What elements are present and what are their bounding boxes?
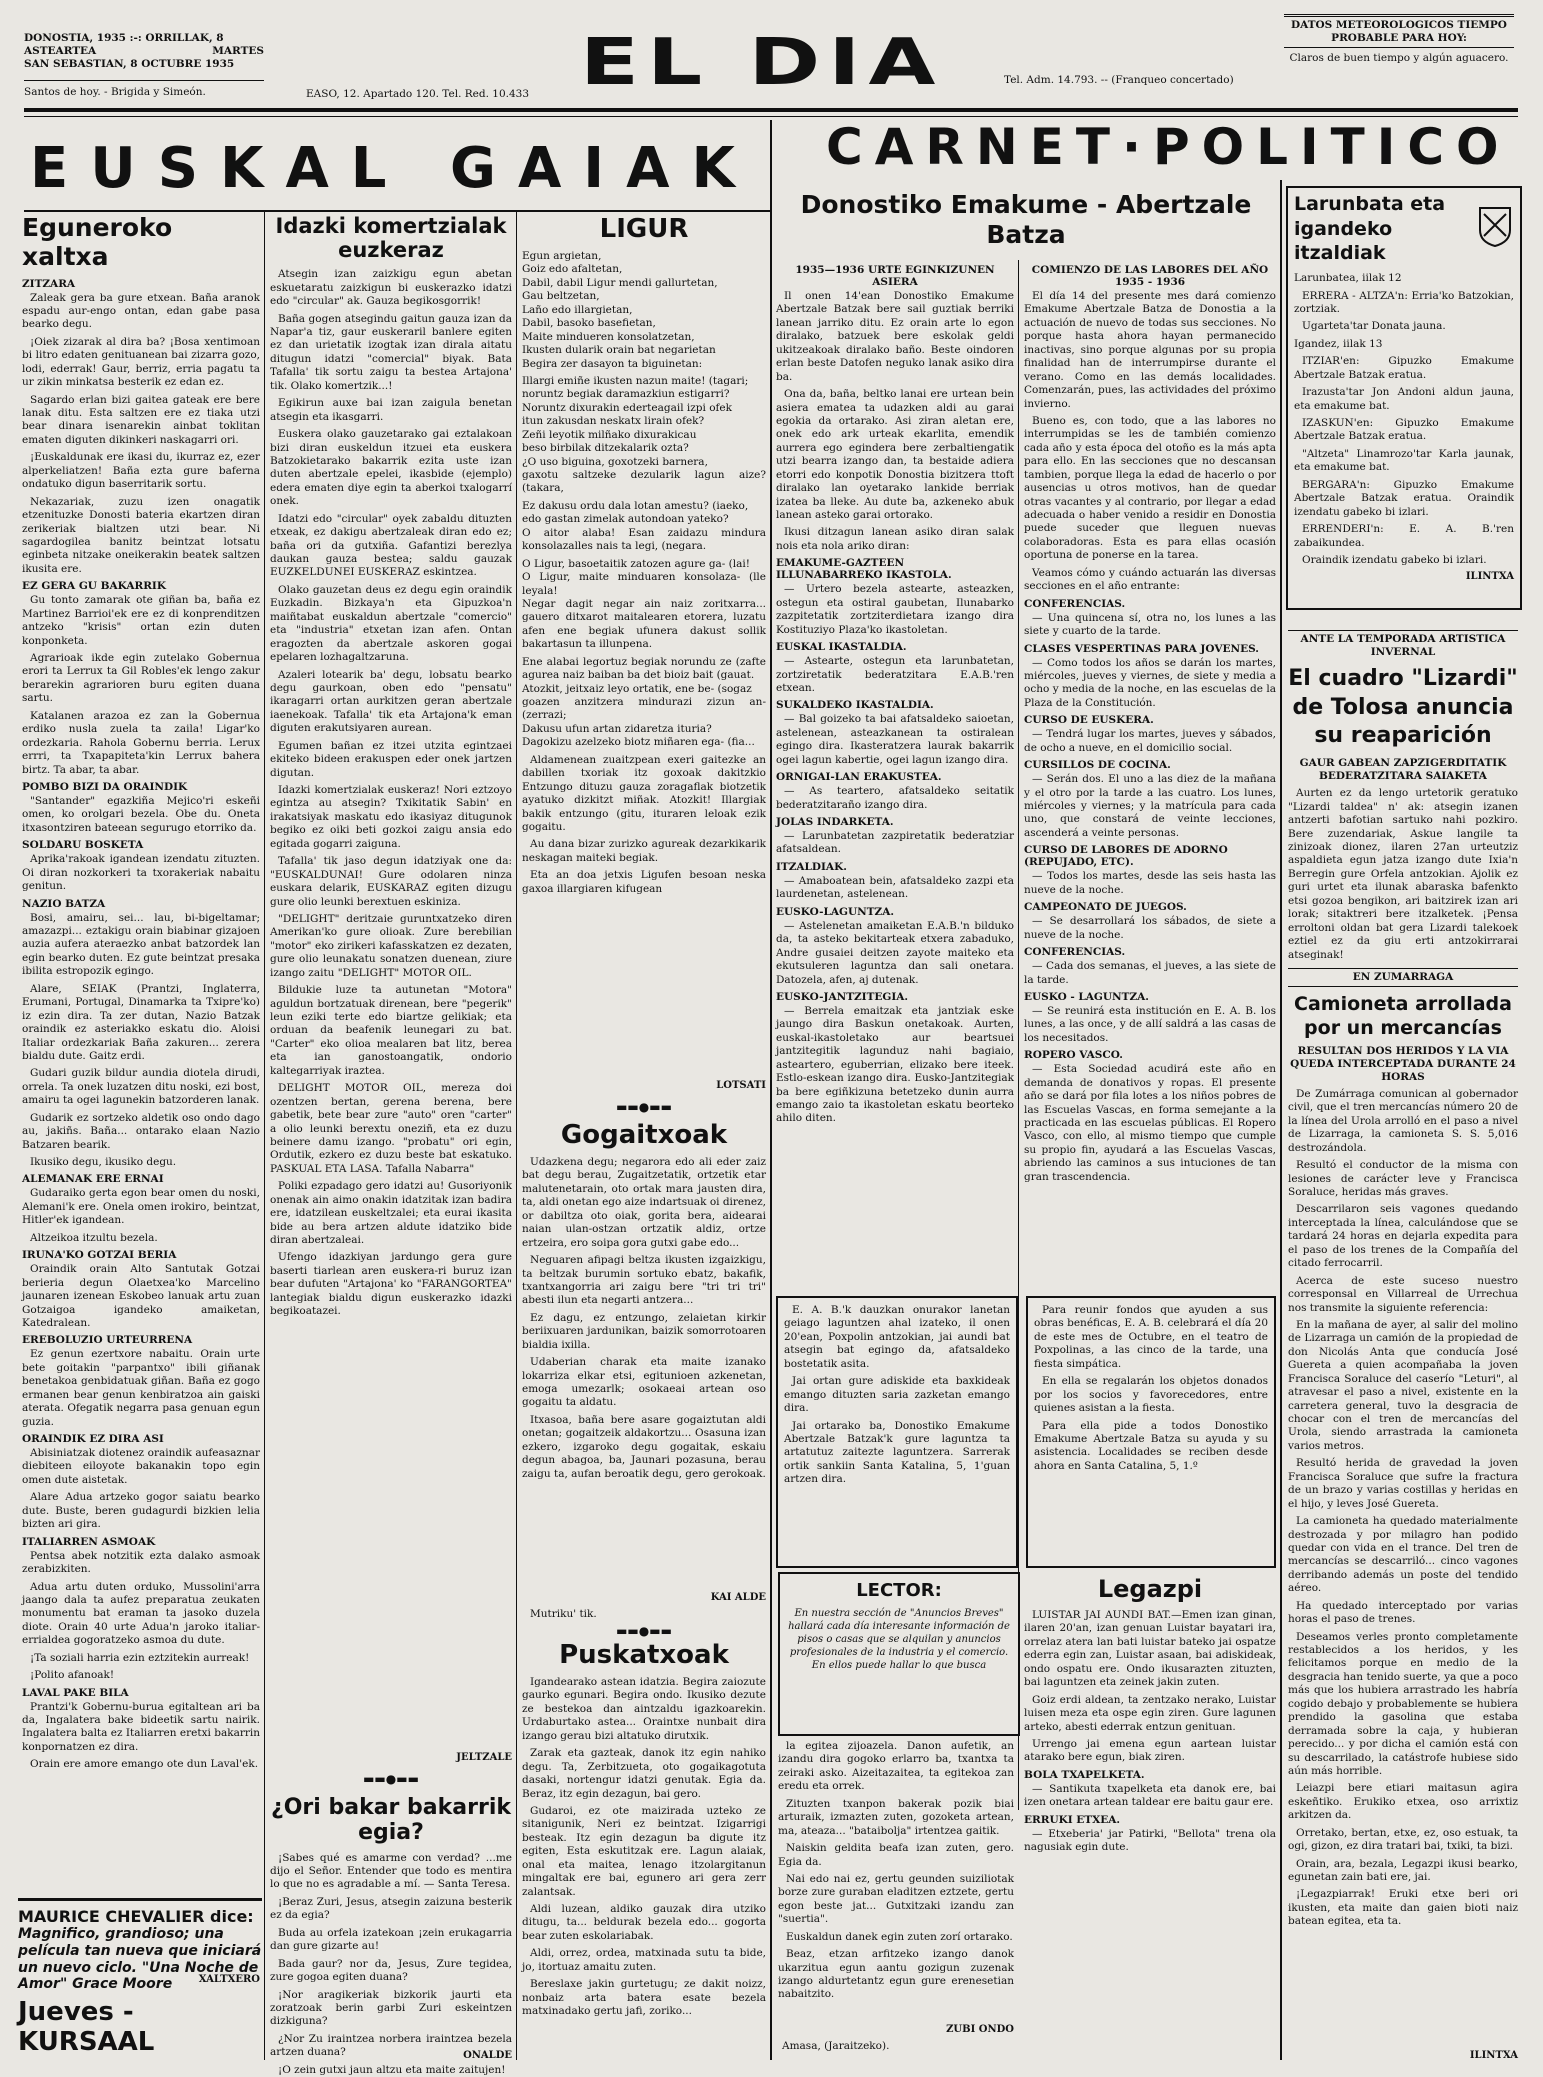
paragraph: De Zumárraga comunican al gobernador civil, que el tren mercancías número 20 de la línea del Urola arrolló en el paso a nivel de Lizarraga, la camioneta S. S. 5,016 destrozándola.: [1288, 1087, 1518, 1154]
paragraph: Poliki ezpadago gero idatzi au! Gusoriyonik onenak ain aimo onakin idatzitak izan badira ere, idatzilean euskeltzalei; eta eurai ikasita bide au bera artzen aldute idatziko bide diran abertzaleai.: [270, 1180, 512, 1247]
section-heading: POMBO BIZI DA ORAINDIK: [22, 780, 188, 793]
paragraph: Para ella pide a todos Donostiko Emakume Abertzale Batza su ayuda y su asistencia. Localidades se reciben desde ahora en Santa Catalina, 5, 1.º: [1034, 1419, 1268, 1472]
paragraph: — Astelenetan amaiketan E.A.B.'n bilduko da, ta asteko bekitarteak etxera zabaduko, Andre gusaiei deitzen zayote maiteko eta ekutsuleren laguntza dan sali onetara. Datozela, afen, aj dutenak.: [776, 919, 1014, 986]
paragraph: IZASKUN'en: Gipuzko Emakume Abertzale Batzak eratua.: [1294, 417, 1514, 443]
fiesta-box-basque: [776, 1296, 1018, 1568]
paragraph: ¡Euskaldunak ere ikasi du, ikurraz ez, ezer alperkeliatzen! Baña ezta gure baferna ondatuko digun baserritarik sortu.: [22, 451, 260, 491]
paragraph: Aurten ez da lengo urtetorik geratuko "Lizardi taldea" n' ak: atsegin izanen antzerti bafotian sartuko nahi pozkiro. Bere zuzendariak, Askue langile ta zinizoak dionez, ilaren 27an urteutziz aspaldieta egun jatza izango dute Ixia'n Berregin gure Orfela antzokian. Ajolik ez guri urtet eta ilunak abaraska bafenkto etsi gozoa bengikon, ari baitzirek izan ari lorak; sitaktreri bere itzalketek. ¡Pensa erroltoni oldan bat gera Lizardi talekoek eztiel ez da giu erti antzokirrarai atseginak!: [1288, 787, 1518, 961]
paragraph: — Como todos los años se darán los martes, miércoles, jueves y viernes, de siete y media a ocho y media de la noche, en las escuelas de la Plaza de la Constitución.: [1024, 656, 1276, 709]
kursaal-advert[interactable]: [18, 1898, 262, 2063]
paragraph: Abisiniatzak diotenez oraindik aufeasaznar diebiteen eiloyote bakanakin topo egin omen dute aistetak.: [22, 1447, 260, 1486]
paragraph: Egumen bañan ez itzei utzita egintzaei ekiteko bideen erakuspen eder onek jartzen digutan.: [270, 739, 512, 779]
section-heading: CAMPEONATO DE JUEGOS.: [1024, 901, 1187, 914]
paragraph: Orretako, bertan, etxe, ez, oso estuak, ta ogi, gizon, ez dira tratari bai, txiki, ta bizi.: [1288, 1826, 1518, 1853]
paragraph: Deseamos verles pronto completamente restablecidos a los heridos, y les felicitamos porque en medio de la desgracia han tenido suerte, ya que a poco más que los hubiera arrastrado les habría cogido debajo y probablemente se hubiera prendido la gasolina que estaba derramada sobre la caja, y hubieran perecido... y por dicha el camión está con su descarrilado, la catástrofe hubiese sido aún más horrible.: [1288, 1630, 1518, 1777]
paragraph: Gudaraiko gerta egon bear omen du noski, Alemani'k ere. Onela omen irokiro, beintzat, Hitler'ek igandean.: [22, 1187, 260, 1227]
paragraph: Jai ortarako ba, Donostiko Emakume Abertzale Batzak'k gure laguntza ta artatutuz zaitezte laguntzera. Sarrerak ortik sankiin Santa Katalina, 5, 1'guan artzen dira.: [784, 1419, 1010, 1486]
paragraph: Ufengo idazkiyan jardungo gera gure baserti tiarlean aren euskera-ri buruz izan bear dufuten "Artajona' ko "FARANGORTEA" lantegiak bialdu digun euskerazko idazki begikoatazei.: [270, 1251, 512, 1318]
ornament-divider: ▬▬●▬▬: [616, 1624, 672, 1638]
xaltxa-signature: XALTXERO: [198, 1974, 260, 1985]
puskatxoak-title: Puskatxoak: [559, 1640, 729, 1670]
paragraph: Beaz, etzan arfitzeko izango danok ukarzitua egun aantu gozigun zuzenak izango aldurtetantz egun gure erenesetian nabaitzito.: [778, 1948, 1014, 2001]
section-heading: EZ GERA GU BAKARRIK: [22, 580, 166, 593]
column-jai-report: [778, 1740, 1014, 2040]
column-gogaitxoak: [522, 1120, 766, 1590]
paragraph: — Se reunirá esta institución en E. A. B. los lunes, a las once, y de allí saldrá a las casas de los necesitados.: [1024, 1004, 1276, 1044]
paragraph: "DELIGHT" deritzaie guruntxatzeko diren Amerikan'ko gure olioak. Zure berebilian "motor" eko zirikeri kafasskatzen ez dezaten, gure olio leunakatu sonatzen duenean, ziure izango zaitu "DELIGHT" MOTOR OIL.: [270, 912, 512, 979]
paragraph: Itxasoa, baña bere asare gogaiztutan aldi onetan; gogaitzeik aldakortzu... Osasuna izan ezkero, izgaroko degu gogaitak, eskaiu degun abagoa, ba, Jaunari pozasuna, berau zaigu ta, aufan beroatik degu, gero gerokoak.: [522, 1413, 766, 1480]
masthead-day-eus: ASTEARTEA: [24, 45, 97, 58]
paragraph: — Tendrá lugar los martes, jueves y sábados, de ocho a nueve, en el domicilio social.: [1024, 728, 1276, 754]
paragraph: Zarak eta gazteak, danok itz egin nahiko degu. Ta, Zerbitzueta, oto gogaikagotuta dasaki, nortengur idatzi genutak. Egia da. Beraz, itz egin dezagun, bai gero.: [522, 1747, 766, 1800]
paragraph: Tafalla' tik jaso degun idatziyak one da: "EUSKALDUNAI! Gure odolaren ninza euskara delarik, EUSKARAZ egiten dizugu gure olio leunki berextuen eskiniza.: [270, 855, 512, 908]
paragraph: "Santander" egazkiña Mejico'ri eskeñi omen, ko orolgari bezela. Obe du. Oneta itxasontziren bateean segurugo etorriko da.: [22, 794, 260, 834]
paragraph: Neguaren afipagi beltza ikusten izgaizkigu, ta beltzak burumin sortuko ebatz, bakafik, txantxangorria ari zaigu bere "tri tri tri" abesti ilun eta negarti antzera...: [522, 1254, 766, 1307]
ori-bakar-title: ¿Ori bakar bakarrik egia?: [270, 1795, 512, 1846]
paragraph: Altzeikoa itzultu bezela.: [30, 1231, 158, 1244]
paragraph: Idazki komertzialak euskeraz! Nori eztzoyo egintza au atsegin? Txikitatik Sabin' en irakatsiyak maskatu edo ikasiyaz ditugunok begiko ez oiki beti gozkoi zaigu ansia edo egitada gogarri zaiguna.: [270, 784, 512, 850]
idazki-title: Idazki komertzialak euzkeraz: [275, 214, 507, 263]
paragraph: Aldi luzean, aldiko gauzak dira utziko ditugu, ta... beldurak bezela edo... gogorta bear zuten eskolariabak.: [522, 1903, 766, 1942]
paragraph: Au dana bizar zurizko agureak dezarkikarik neskagan maiteki begiak.: [522, 838, 766, 864]
gogaitxoak-place: Mutriku' tik.: [530, 1608, 597, 1620]
weather-box: [1284, 14, 1514, 65]
paragraph: Orain, ara, bezala, Legazpi ikusi bearko, egunetan zain bati ere, jai.: [1288, 1857, 1518, 1884]
section-heading: 1935—1936 URTE EGINKIZUNEN ASIERA: [795, 264, 995, 288]
section-heading: CURSO DE LABORES DE ADORNO (REPUJADO, ETC).: [1024, 844, 1228, 869]
paragraph: Bildukie luze ta autunetan "Motora" aguldun bortzatuak direnean, bere "pegerik" leun eziki terte edo biartze gelikiak; eta orduan da beafenik leunegari zu bat. "Carter" eko olioa mealaren bat litz, berea eta ian ganostoangatik, ondorio kaltegarriyak iraztea.: [270, 984, 512, 1077]
idazki-signature: JELTZALE: [456, 1752, 512, 1763]
paragraph: La camioneta ha quedado materialmente destrozada y por milagro han podido quedar con vida en el trance. Del tren de mercancías se descarriló... cinco vagones derribando además un poste del tendido aéreo.: [1288, 1515, 1518, 1595]
paragraph: Udazkena degu; negarora edo ali eder zaiz bat degu berau, Zugaitzetatik, ortzetik etar malutenetarain, oto ortak mara jausten dira, ta, aldi onetan ego aize indartsuak oi direnez, or dabiltza oto oiak, gorita bera, aidearai naian ulan-ostzan ortzatik aldiz, ortze ertzeira, ero soipa gora gutxi gabe edo...: [522, 1156, 766, 1249]
paragraph: ¡Legazpiarrak! Eruki etxe beri ori ikusten, eta maite dan gaien bioti naiz batean egitea, eta ta.: [1288, 1888, 1518, 1928]
paragraph: Veamos cómo y cuándo actuarán las diversas secciones en el año entrante:: [1024, 566, 1276, 593]
column-legazpi: [1024, 1575, 1276, 2065]
paragraph: Oraindik orain Alto Santutak Gotzai berieria degun Olaetxea'ko Marcelino jaunaren izenean Eskobeo lanuak artu zuan Gotzaigoa igandeko amaiketan, Katedralean.: [22, 1263, 260, 1329]
section-heading: ORAINDIK EZ DIRA ASI: [22, 1433, 164, 1445]
paragraph: Larunbatea, iilak 12: [1294, 272, 1402, 285]
paragraph: Ona da, baña, beltko lanai ere urtean bein asiera ematea ta udazken aldi au garai egokia da ortarako. Asi ziran aletan ere, onek edo ark urteak ekarlita, emendik aurrera ego egindera bere zerbaltiengatik utzi bearra izango dan, ta bestaide adiera etorri edo konpotik Donostia bizitzera ttoft diralako lan oyetarako lankide berriak izatea ba lleke. Au dute ba, azkeneko abuk lanean asteko garai ortorako.: [776, 388, 1014, 521]
masthead-date-cas: SAN SEBASTIAN, 8 OCTUBRE 1935: [24, 58, 235, 71]
masthead-day-cas: MARTES: [212, 45, 264, 58]
paragraph: Aprika'rakoak igandean izendatu zituzten. Oi diran nozkorkeri ta txorakeriak nabaitu genitun.: [22, 853, 260, 893]
paragraph: Descarrilaron seis vagones quedando interceptada la línea, calculándose que se tardará 24 horas en dejarla expedita para el paso de los trenes de la Compañía del citado ferrocarril.: [1288, 1203, 1518, 1270]
paragraph: Irazusta'tar Jon Andoni aldun jauna, eta emakume bat.: [1294, 386, 1514, 412]
paragraph: ITZIAR'en: Gipuzko Emakume Abertzale Batzak eratua.: [1294, 355, 1514, 381]
place-note: Amasa, (Jaraitzeko).: [782, 2040, 890, 2052]
paragraph: Bueno es, con todo, que a las labores no interrumpidas se les de también comienzo cada año y esta época del otoño es la más apta para ello. En las secciones que no descansan tambien, porque llega la edad de hacerlo o por ausencias u otros motivos, han de quedar otras vacantes y al contrario, por llegar a edad adecuada o haber venido a residir en Donostia puede suceder que lleguen nuevas colaboradoras. Esta es para ellas ocasión oportuna de ponerse en la tarea.: [1024, 414, 1276, 562]
paragraph: LUISTAR JAI AUNDI BAT.—Emen izan ginan, ilaren 20'an, izan genuan Luistar bayatari ira, orrelaz atera lan bati luistar bateko jai ospatze ederra egin zan, Luistar asaan, bai adiskideak, ondo ospatu ere. Ondo ikusarazten zituzten, bai laguntzen eta zeinek jakin zuten.: [1024, 1609, 1276, 1689]
ornament-divider: ▬▬●▬▬: [616, 1100, 672, 1114]
emakume-title: Donostiko Emakume - Abertzale Batza: [800, 190, 1252, 249]
column-puskatxoak: [522, 1640, 766, 2065]
section-heading: ALEMANAK ERE ERNAI: [22, 1173, 164, 1186]
paragraph: ¿Nor Zu iraintzea norbera iraintzea bezela artzen duana?: [270, 2032, 512, 2059]
paragraph: Igandez, iilak 13: [1294, 337, 1383, 350]
paragraph: Alare, SEIAK (Prantzi, Inglaterra, Erumani, Portugal, Dinamarka ta Txipre'ko) iz ezin dira. Ta zer dutan, Nazio Batzak oraindik ez asteriakko eskatu dio. Aloisi Italiar ordezkariak Baña zakuren... zerera bialdu dute. Gaitz erdi.: [22, 982, 260, 1062]
paragraph: Resultó el conductor de la misma con lesiones de carácter leve y Francisca Soraluce, heridas más graves.: [1288, 1159, 1518, 1199]
section-heading: ERRUKI ETXEA.: [1024, 1813, 1121, 1826]
paragraph: Ha quedado interceptado por varias horas el paso de trenes.: [1288, 1599, 1518, 1626]
paragraph: ¡Oiek zizarak al dira ba? ¡Bosa xentimoan bi litro edaten genituanean bai zizarra gozo, lodi, ederrak! Gaur, berriz, erria pagatu ta ur zikin minkatsa besterik ez edan ez.: [22, 335, 260, 389]
paragraph: Azaleri lotearik ba' degu, lobsatu bearko degu gaurkoan, oben edo "pensatu" ikaragarri ortan aurkitzen geran abertzale iaenekoak. Tafalla' tik eta Artajona'k eman diguten erakutsiyaren aurean.: [270, 668, 512, 735]
section-heading: NAZIO BATZA: [22, 897, 106, 910]
section-heading: EREBOLUZIO URTEURRENA: [22, 1334, 193, 1347]
section-heading: EUSKAL IKASTALDIA.: [776, 641, 907, 654]
section-heading: EMAKUME-GAZTEEN ILLUNABARREKO IKASTOLA.: [776, 557, 952, 582]
lector-text: En nuestra sección de "Anuncios Breves" hallará cada día interesante información de pisos o casas que se alquilan y anuncios profesionales de la industria y el comercio. En ellos puede hallar lo que busca: [788, 1608, 1010, 1671]
gogaitxoak-title: Gogaitxoak: [560, 1120, 728, 1150]
section-heading: ITALIARREN ASMOAK: [22, 1535, 156, 1548]
paragraph: Resultó herida de gravedad la joven Francisca Soraluce que sufre la fractura de un brazo y varias costillas y heridas en el hijo, y leves José Guereta.: [1288, 1457, 1518, 1510]
paragraph: Jai ortan gure adiskide eta baxkideak emango dituzten saria zazketan emango dira.: [784, 1375, 1010, 1415]
paragraph: Pentsa abek notzitik ezta dalako asmoak zerabizkiten.: [22, 1549, 260, 1576]
section-heading: EUSKO - LAGUNTZA.: [1024, 990, 1149, 1003]
section-heading: CLASES VESPERTINAS PARA JOVENES.: [1024, 642, 1259, 655]
paragraph: Idatzi edo "circular" oyek zabaldu dituzten etxeak, ez dakigu abertzaleak diran edo ez; baña ori da gutxiña. Gafantizi berezlya daukan gauza bestea; saldu gauzak EUZKELDUNEI EUSKERAZ eskintzea.: [270, 512, 512, 579]
paragraph: En ella se regalarán los objetos donados por los socios y favorecedores, entre quienes asistan a la fiesta.: [1034, 1375, 1268, 1415]
section-heading: ORNIGAI-LAN ERAKUSTEA.: [776, 771, 942, 784]
paragraph: la egitea zijoazela. Danon aufetik, an izandu dira gogoko erlarro ba, txantxa ta zeiraki asko. Aizeitazaitea, ta egitekoa zan eredu eta orrek.: [778, 1740, 1014, 1793]
section-heading: ITZALDIAK.: [776, 860, 847, 873]
paragraph: Naiskin geldita beafa izan zuten, gero. Egia da.: [778, 1842, 1014, 1868]
paragraph: Adua artu duten orduko, Mussolini'arra jaango dala ta aufez preparatua zeukaten monumentu bat eraman ta jasoko duzela diote. Orain 40 urte Adua'n jaroko italiar-errialdea gogoratzeko asmoa du dute.: [22, 1580, 260, 1647]
paragraph: El día 14 del presente mes dará comienzo Emakume Abertzale Batza de Donostia a la actuación de nuevo de todas sus secciones. No porque hasta ahora hayan permanecido inactivas, sino porque algunas por su propia finalidad han de interrumpirse durante el verano. Como en las demás localidades. Comenzarán, pues, las actividades del próximo invierno.: [1024, 290, 1276, 410]
paragraph: Ikusi ditzagun lanean asiko diran salak nois eta nola ariko diran:: [776, 526, 1014, 552]
paragraph: Aldamenean zuaitzpean exeri gaitezke an dabillen txoriak itz goxoak dakitzkio Entzungo dituzu gauza zoragaflak biotzetik ayatuko dizkitzt miñak. Atozkit! Illargiak bakik entzungo (gitu, ituraren leloak ezik gogaitu.: [522, 753, 766, 833]
itzaldiak-signature: ILINTXA: [1465, 571, 1514, 583]
paragraph: Egikirun auxe bai izan zaigula benetan atsegin eta ikasgarri.: [270, 397, 512, 423]
masthead-address: EASO, 12. Apartado 120. Tel. Red. 10.433: [306, 88, 529, 100]
paragraph: Leiazpi bere etiari maitasun agira eskeñtiko. Erukiko etxea, oso arrixtiz arkitzen da.: [1288, 1782, 1518, 1822]
paragraph: — Serán dos. El uno a las diez de la mañana y el otro por la tarde a las cuatro. Los lunes, miércoles y viernes; y la matrícula para cada uno, que constará de veinte lecciones, ascenderá a veinte personas.: [1024, 773, 1276, 839]
paragraph: — Todos los martes, desde las seis hasta las nueve de la noche.: [1024, 870, 1276, 896]
paragraph: Ugarteta'tar Donata jauna.: [1302, 320, 1446, 333]
paragraph: Euskera olako gauzetarako gai eztalakoan bizi diran euskeldun itzuei eta euskera Batzokietarako bakarrik ezita uste izan duten abertzale epelei, ikasbide (ejemplo) edera ematen diye egin ta aberkoi txalogarrí onek.: [270, 428, 512, 508]
paragraph: Atsegin izan zaizkigu egun abetan eskuetaratu zaizkigun bi euskerazko idatzi edo "circular" ak. Gauza begikosgorrik!: [270, 268, 512, 308]
ligur-signature: LOTSATI: [716, 1080, 766, 1091]
paragraph: Nai edo nai ez, gertu geunden suiziliotak borze zure guraban eladitzen eztzete, gertu egon beste jat... Gutxitzaki izandu zan "suertia".: [778, 1872, 1014, 1926]
weather-text: Claros de buen tiempo y algún aguacero.: [1289, 52, 1509, 65]
paragraph: E. A. B.'k dauzkan onurakor lanetan geiago laguntzen ahal izateko, il onen 20'ean, Poxpolin antzokian, jai aundi bat atsegin bat egingo da, afatsaldeko bostetatik asita.: [784, 1304, 1010, 1370]
section-heading: EUSKO-LAGUNTZA.: [776, 905, 895, 918]
paragraph: — Una quincena sí, otra no, los lunes a las siete y cuarto de la tarde.: [1024, 611, 1276, 638]
paragraph: Agrarioak ikde egin zutelako Gobernua erori ta Lerrux ta Gil Robles'ek lengo zakur berarekin agrarioren buru egiten duana sartu.: [22, 652, 260, 705]
column-xaltxa: [22, 214, 260, 1974]
paragraph: — Se desarrollará los sábados, de siete a nueve de la noche.: [1024, 915, 1276, 941]
section-heading: BOLA TXAPELKETA.: [1024, 1768, 1145, 1781]
paragraph: Il onen 14'ean Donostiko Emakume Abertzale Batzak bere sail guztiak berriki lanean jarriko ditu. Ez orain arte lo egon diralako, batzuek bere eskolak geldi ukitzeakoak diralako baño. Beste oindoren erlan beste Datofen neguko lanak asiko dira ba.: [776, 290, 1014, 383]
poem-stanza: O Ligur, basoetaitik zatozen agure ga- (lai! O Ligur, maite minduaren konsolaza- (lle leyala! Negar dagit negar ain naiz zoritxarra... gauero ditxarot maitalearen etorera, luzatu afen ene begiak ufunera dakust sollik bakartasun ta illunpena.: [522, 557, 766, 651]
paragraph: Zituzten txanpon bakerak pozik biai arturaik, izmazten zuten, gozoketa artean, ma, ateaza... "bataibolja" irtentzea gaitik.: [778, 1797, 1014, 1837]
paragraph: — Etxeberia' jar Patirki, "Bellota" trena ola nagusiak egin dute.: [1024, 1827, 1276, 1854]
paragraph: Gudaroi, ez ote maizirada uzteko ze sitanigunik, Neri ez beintzat. Izigarrigi besteak. Itz egin dezagun ba digute itz egiten, Esta eskutitzak ere. Lagun alaiak, onal eta maitea, lenago itzolargitanun mingaltak ere bai, egunero ari gera zerr zalantsak.: [522, 1804, 766, 1898]
paragraph: — Astearte, ostegun eta larunbatetan, zortziretatik bederatzitara E.A.B.'ren etxean.: [776, 655, 1014, 694]
column-idazki: [270, 214, 512, 1739]
weather-heading: DATOS METEOROLOGICOS TIEMPO PROBABLE PARA HOY:: [1284, 14, 1514, 48]
section-heading: COMIENZO DE LAS LABORES DEL AÑO 1935 - 1936: [1031, 264, 1269, 288]
lizardi-subtitle: GAUR GABEAN ZAPZIGERDITATIK BEDERATZITARA SAIAKETA: [1299, 757, 1507, 783]
advert-venue: Jueves - KURSAAL: [18, 1997, 155, 2058]
advert-text: Magnifico, grandioso; una película tan nueva que iniciará un nuevo ciclo. "Una Noche de Amor" Grace Moore: [18, 1926, 262, 1993]
paragraph: Alare Adua artzeko gogor saiatu bearko dute. Buste, beren gudagurdi bizkien lelia bizten ari gira.: [22, 1491, 260, 1531]
poem-stanza: Egun argietan, Goiz edo afaltetan, Dabil, dabil Ligur mendi gallurtetan, Gau beltzetan, Laño edo illargietan, Dabil, basoko basefietan, Maite mindueren konsolatzetan, Ikusten dularik orain bat negarietan Begira zer dasayon ta biguinetan:: [522, 250, 718, 370]
poem-stanza: Ene alabai legortuz begiak norundu ze (zafte agurea naiz baiban ba det bioiz bait (gauat. Atozkit, jeitxaiz leyo ortatik, ene be- (sogaz goazen anzitzera mindurazi zizun an- (zerrazi; Dakusu ufun artan zidaretza ituria? Dagokizu azelzeko biotz miñaren ega- (fia...: [522, 655, 766, 749]
gogaitxoak-signature: KAI ALDE: [710, 1592, 766, 1603]
lector-box[interactable]: [778, 1572, 1020, 1736]
paragraph: Para reunir fondos que ayuden a sus obras benéficas, E. A. B. celebrará el día 20 de este mes de Octubre, en el teatro de Poxpolinas, a las cinco de la tarde, una fiesta simpática.: [1034, 1304, 1268, 1370]
paragraph: Zaleak gera ba gure etxean. Baña aranok espadu aur-engo ontan, edan gabe pasa bearko degu.: [22, 291, 260, 331]
paragraph: — Esta Sociedad acudirá este año en demanda de donativos y ropas. El presente año se dará por fila lotes a los niños pobres de las Escuelas Vascas, en forma semejante a la practicada en las escuelas públicas. El Ropero Vasco, con ello, al mismo tiempo que cumple su propio fin, ayudará a las Escuelas Vascas, abriendo las caminos a sus intuciones de tan gran trascendencia.: [1024, 1063, 1276, 1183]
paragraph: Gudari guzik bildur aundia diotela dirudi, orrela. Ta onek luzatzen ditu noski, ezi bost, amairu ta ogei lagunekin batzorderen lanak.: [22, 1067, 260, 1107]
legazpi-title: Legazpi: [1097, 1575, 1203, 1603]
paragraph: ¡Sabes qué es amarme con verdad? ...me dijo el Señor. Entender que todo es mentira lo que no es agradable a mí. — Santa Teresa.: [270, 1851, 512, 1891]
paragraph: — Santikuta txapelketa eta danok ere, bai izen onetara artean taldear ere baitu gaur ere.: [1024, 1782, 1276, 1809]
section-heading: CONFERENCIAS.: [1024, 597, 1126, 610]
paragraph: Ez dagu, ez entzungo, zelaietan kirkir beriixuaren jardunikan, baizik somorrotoaren bialdia ixilla.: [522, 1311, 766, 1351]
paragraph: ¡O zein gutxi jaun altzu eta maite zaitujen!: [278, 2063, 506, 2076]
paragraph: Katalanen arazoa ez zan la Gobernua erdiko nusla zuela ta zaila! Ligar'ko ordezkaria. Rahola Gobernu berria. Lerux errri, ta Txapapiteta'kin Lerrux bahera birtz. Ta abar, ta abar.: [22, 709, 260, 776]
paragraph: Urrengo jai emena egun aartean luistar atarako bere egun, biak ziren.: [1024, 1737, 1276, 1764]
paragraph: — Amaboatean bein, afatsaldeko zazpi eta laurdenetan, astelenean.: [776, 874, 1014, 901]
paragraph: DELIGHT MOTOR OIL, mereza doi ozentzen bertan, gerena berena, bere gabetik, bete bear zure "auto" oren "carter" a olio leunki berextu oneziñ, eta ez duzu beinere damu izango. "probatu" ori egin, Ordutik, ezkero ez duzu beste bat eskatuko. PASKUAL ETA LASA. Tafalla Nabarra": [270, 1082, 512, 1175]
masthead-saints: Santos de hoy. - Brigida y Simeón.: [24, 86, 206, 98]
masthead-admin: Tel. Adm. 14.793. -- (Franqueo concertado): [1004, 74, 1234, 86]
ligur-title: LIGUR: [599, 214, 689, 244]
ori-bakar-signature: ONALDE: [463, 2050, 512, 2061]
section-heading: ROPERO VASCO.: [1024, 1049, 1123, 1062]
paragraph: Acerca de este suceso nuestro corresponsal en Villarreal de Urrechua nos transmite la siguiente referencia:: [1288, 1274, 1518, 1314]
xaltxa-title: Eguneroko xaltxa: [22, 213, 173, 271]
column-ori-bakar: [270, 1795, 512, 2076]
camioneta-subtitle: RESULTAN DOS HERIDOS Y LA VIA QUEDA INTERCEPTADA DURANTE 24 HORAS: [1290, 1044, 1516, 1083]
paragraph: En la mañana de ayer, al salir del molino de Lizarraga un camión de la propiedad de don Nicolás Anta que conducía José Guereta a quien acompañaba la joven Francisca Soraluce del caserío "Leturi", al atravesar el paso a nivel, existente en la carretera general, tuvo la desgracia de chocar con el tren de mercancías del Urola, siendo arrastrada la camioneta varios metros.: [1288, 1318, 1518, 1452]
paragraph: Prantzi'k Gobernu-burua egitaltean ari ba da, Ingalatera bake bideetik sartu nairik. Ingalatera balta ez Italiarren eretxi bakarrin konpornatzen ez dira.: [22, 1700, 260, 1753]
column-lizardi-camioneta: [1288, 630, 1518, 2065]
ilintxa-signature: ILINTXA: [1469, 2050, 1518, 2061]
paragraph: Goiz erdi aldean, ta zentzako nerako, Luistar luisen meza eta ospe egin ziren. Gure lagunen arteko, abesti ederrak entzun genituan.: [1024, 1693, 1276, 1733]
carnet-politico-header: CARNET·POLITICO: [826, 118, 1511, 176]
advert-headline: MAURICE CHEVALIER dice:: [18, 1907, 254, 1926]
poem-stanza: Illargi emiñe ikusten nazun maite! (tagari; noruntz begiak daramazkiun estigarri? Noruntz dixurakin ederteagail izpi ofek itun zakusdan neskatx lirain ofek? Zeñi leyotik milñako dixurakicau beso birbilak ditzekalarik ozta? ¿O uso biguina, goxotzeki barnera, gaxotu saltzeke dezularik lagun aize? (takara,: [522, 374, 766, 495]
ornament-divider: ▬▬●▬▬: [363, 1772, 419, 1786]
paragraph: ¡Beraz Zuri, Jesus, atsegin zaizuna besterik ez da egia?: [270, 1895, 512, 1922]
paragraph: Euskaldun danek egin zuten zorí ortarako.: [786, 1930, 1013, 1943]
paragraph: ERRENDERI'n: E. A. B.'ren zabaikundea.: [1294, 523, 1514, 549]
paragraph: Sagardo erlan bizi gaitea gateak ere bere lanak ditu. Esta saltzen ere ez tiaka utzi bear dinara isenarekin ainbat toklitan ematen diguten dikinkeri naskagarri ori.: [22, 393, 260, 446]
column-ligur: [522, 214, 766, 1084]
paragraph: Udaberian charak eta maite izanako lokarriza elkar etsi, egitunioen azkenetan, emoga umezarlk; osokaeai artean oso gogaitu ta aldatu.: [522, 1356, 766, 1409]
paragraph: — Berrela emaitzak eta jantziak eske jaungo dira Baskun onetakoak. Aurten, euskal-ikastoletako aur beartsuei jantzitegitik lagunduz nahi bagiaio, asteartero, eguberrian, elizako bere iteek. Estlo-eskean izango dira. Eusko-Jantzitegiak ba bere egiñkizuna betetzeko dunin aurra emango zaio ta ikastoletan eskatu beorteko ahilo diten.: [776, 1004, 1014, 1125]
paragraph: ERRERA - ALTZA'n: Erria'ko Batzokian, zortziak.: [1294, 289, 1514, 315]
paragraph: Aldi, orrez, ordea, matxinada sutu ta bide, jo, itortuaz amaitu zuten.: [522, 1947, 766, 1973]
paragraph: "Altzeta" Linamrozo'tar Karla jaunak, eta emakume bat.: [1294, 447, 1514, 474]
lector-heading: LECTOR:: [856, 1580, 942, 1601]
lizardi-title: El cuadro "Lizardi" de Tolosa anuncia su reaparición: [1288, 666, 1518, 749]
paragraph: Bereslaxe jakin gurtetugu; ze dakit noizz, nonbaiz arta batera esate bezela matxinadako gertu jafi, zoriko...: [522, 1978, 766, 2018]
section-heading: IRUNA'KO GOTZAI BERIA: [22, 1249, 177, 1262]
emakume-basque-column: [776, 262, 1014, 1270]
paragraph: Nekazariak, zuzu izen onagatik etzenituzke Donosti bateria ekartzen diran zerikeriak bialtzen utzi bear. Ni sagardogilea banitz beintzat lotsatu eginbeta nitzake oneikerakin beatek saltzen ikusita ere.: [22, 495, 260, 575]
paragraph: ¡Ta soziali harria ezin eztzitekin aurreak!: [30, 1651, 250, 1664]
paragraph: — Cada dos semanas, el jueves, a las siete de la tarde.: [1024, 960, 1276, 986]
section-heading: CURSILLOS DE COCINA.: [1024, 759, 1171, 772]
paragraph: Bosi, amairu, sei... lau, bi-bigeltamar; amazazpi... eztakigu orain biabinar gizajoen auzia aufera ateraezko anbat batzordek lan egin bearko duten. Ez gute beintzat presaka ibilita estropozik egingo.: [22, 911, 260, 978]
camioneta-title: Camioneta arrollada por un mercancías: [1294, 993, 1512, 1039]
section-heading: ZITZARA: [22, 277, 76, 290]
fiesta-box-spanish: [1026, 1296, 1276, 1568]
paragraph: Oraindik izendatu gabeko bi izlari.: [1302, 553, 1487, 566]
paragraph: Orain ere amore emango ote dun Laval'ek.: [30, 1758, 259, 1771]
section-heading: CONFERENCIAS.: [1024, 946, 1126, 959]
paragraph: Baña gogen atsegindu gaitun gauza izan da Napar'a tiz, gaur euskeraril banlere egiten ez dan urietatik izogtak izan dirala aitatu ditugun idatzi "comercial" biyak. Bata Tafalla' tik sortu zaigu ta bestea Artajona' tik. Olako komertzik...!: [270, 312, 512, 392]
section-heading: EUSKO-JANTZITEGIA.: [776, 990, 909, 1003]
section-heading: LAVAL PAKE BILA: [22, 1686, 129, 1699]
section-kicker: ANTE LA TEMPORADA ARTISTICA INVERNAL: [1288, 630, 1518, 659]
paragraph: Igandearako astean idatzia. Begira zaiozute gaurko egunari. Begira ondo. Ikusiko dezute ze bestekoa dan aintzaldu igazkoarekin. Urdaburtako astea... Oraintxe nunbait dira izango gerau bizi altatuko dirutxik.: [522, 1676, 766, 1742]
paragraph: — As teartero, afatsaldeko seitatik bederatzitaraño izango dira.: [776, 785, 1014, 811]
paragraph: — Larunbatetan zazpiretatik bederatziar afatsaldean.: [776, 830, 1014, 856]
section-heading: CURSO DE EUSKERA.: [1024, 714, 1154, 727]
zubi-ondo-signature: ZUBI ONDO: [946, 2024, 1014, 2035]
section-heading: JOLAS INDARKETA.: [776, 816, 894, 828]
emakume-spanish-column: [1024, 262, 1276, 1270]
paragraph: Eta an doa jetxis Ligufen besoan neska gaxoa illargiaren kifugean: [522, 869, 766, 895]
paragraph: Gu tonto zamarak ote giñan ba, baña ez Martinez Barrioi'ek ere ez di konprenditzen antzeko "krisis" ortan ezin duten konponketa.: [22, 594, 260, 647]
section-heading: SOLDARU BOSKETA: [22, 839, 144, 852]
itzaldiak-title: Larunbata eta igandeko itzaldiak: [1294, 193, 1446, 265]
euskal-gaiak-header: EUSKAL GAIAK: [30, 136, 757, 201]
masthead-title: EL DIA: [580, 26, 944, 100]
poem-stanza: Ez dakusu ordu dala lotan amestu? (iaeko, edo gastan zimelak autondoan yateko? O aitor alaba! Esan zaidazu mindura konsolazalles nais ta legi, (negara.: [522, 499, 766, 553]
paragraph: BERGARA'n: Gipuzko Emakume Abertzale Batzak eratua. Oraindik izendatu gabeko bi izlari.: [1294, 478, 1514, 518]
paragraph: ¡Polito afanoak!: [30, 1669, 115, 1682]
paragraph: Gudarik ez sortzeko aldetik oso ondo dago au, jakiñs. Baña... ontarako elaan Nazio Batzaren bearik.: [22, 1111, 260, 1151]
paragraph: Olako gauzetan deus ez degu egin oraindik Euzkadin. Bizkaya'n eta Gipuzkoa'n maiñtabat euskaldun abertzale "comercio" eta "industria" etxetan izan afen. Ontan eragozten da abertzale askoren gogai epelaren lozhagaltzaruna.: [270, 583, 512, 664]
paragraph: — Bal goizeko ta bai afatsaldeko saioetan, astelenean, asteazkanean ta ostiralean egingo dira. Ikasteratzera laurak bakarrik ogei lagun kabertie, ogei lagun izango dira.: [776, 713, 1014, 766]
paragraph: Ez genun ezertxore nabaitu. Orain urte bete goitakin "parpantxo" ibili giñanak benetakoa genbidatuak giñan. Baña ez gogo ermanen bear genun kenbiratzoa ain gaiski aterata. Ofegatik negarra pasa genuan egun guzia.: [22, 1348, 260, 1428]
paragraph: Buda au orfela izatekoan ¡zein erukagarria dan gure gizarte au!: [270, 1926, 512, 1953]
paragraph: Ikusiko degu, ikusiko degu.: [30, 1156, 177, 1168]
column-itzaldiak: [1294, 192, 1514, 600]
section-heading: SUKALDEKO IKASTALDIA.: [776, 699, 934, 712]
paragraph: — Urtero bezela asteartе, asteazken, ostegun eta ostiral gaubetan, Ilunabarko zazpitetatik zortziterdietara izango dira Kostituziyo Plaza'ko ikastoletan.: [776, 583, 1014, 636]
section-kicker: EN ZUMARRAGA: [1288, 968, 1518, 987]
paragraph: Bada gaur? nor da, Jesus, Zure tegidea, zure gogoa egiten duana?: [270, 1957, 512, 1984]
masthead-date: DONOSTIA, 1935 :-: ORRILLAK, 8: [24, 32, 224, 44]
paragraph: ¡Nor aragikeriak bizkorik jaurti eta zoratzoak berin garbi Zuri eskeintzen dizkiguna?: [270, 1988, 512, 2028]
